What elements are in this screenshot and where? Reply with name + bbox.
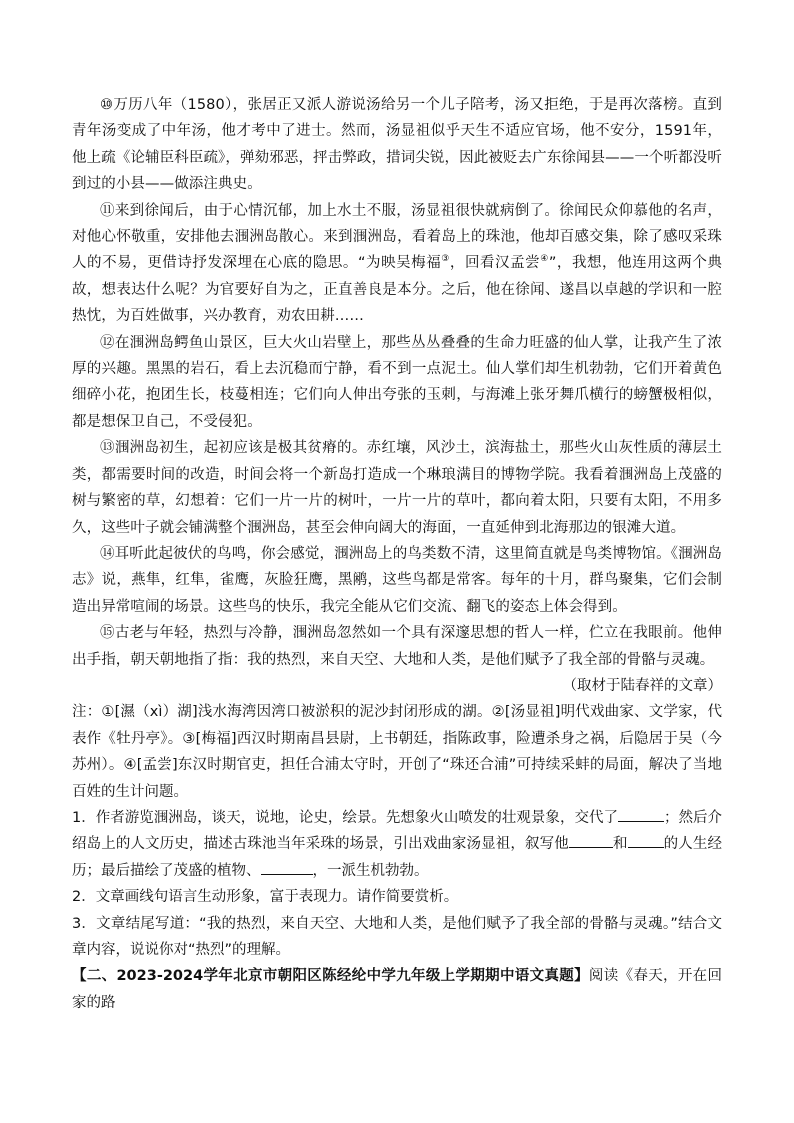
paragraph-14: ⑭耳听此起彼伏的鸟鸣，你会感觉，涠洲岛上的鸟类数不清，这里简直就是鸟类博物馆。《涠洲岛志》说，燕隼，红隼，雀鹰，灰脸狂鹰，黑鹇，这些鸟都是常客。每年的十月，群鸟聚集，它们会制造出异常喧闹的场景。这些鸟的快乐，我完全能从它们交流、翻飞的姿态上体会得到。 [72,545,722,615]
paragraph-11-part-a: ⑪来到徐闻后，由于心情沉郁，加上水土不服，汤显祖很快就病倒了。徐闻民众仰慕他的名声，对他心怀敬重，安排他去涠洲岛散心。来到涠洲岛，看着岛上的珠池，他却百感交集，除了感叹采珠人的不易，更借诗抒发深埋在心底的隐思。“为映吴梅福 [72,202,722,272]
paragraph-15 [72,620,722,673]
next-section-heading [72,963,722,1016]
question-1-part-c: 和 [612,836,628,853]
annotation-notes: 注：①[濕（xì）湖]浅水海湾因湾口被淤积的泥沙封闭形成的湖。②[汤显祖]明代戏曲家、文学家，代表作《牡丹亭》。③[梅福]西汉时期南昌县尉，上书朝廷，指陈政事，险遭杀身之祸，后隐居于吴（今苏州）。④[孟尝]东汉时期官吏，担任合浦太守时，开创了“珠还合浦”可持续采蚌的局面，解决了当地百姓的生计问题。 [72,704,722,800]
paragraph-13: ⑬涠洲岛初生，起初应该是极其贫瘠的。赤红壤，风沙土，滨海盐土，那些火山灰性质的薄层土类，都需要时间的改造，时间会将一个新岛打造成一个琳琅满目的博物学院。我看着涠洲岛上茂盛的树与繁密的草，幻想着：它们一片一片的树叶，一片一片的草叶，都向着太阳，只要有太阳，不用多久，这些叶子就会铺满整个涠洲岛，甚至会伸向阔大的海面，一直延伸到北海那边的银滩大道。 [72,440,722,536]
paragraph-11 [72,198,722,330]
paragraph-15-part-a: ⑮古老与年轻，热烈与冷静，涠洲岛忽然如一个具有深邃思想的哲人一样，伫立在我眼前。他伸出手指，朝天朝地指了指： [72,625,722,668]
article-source: （取材于陆春祥的文章） [562,677,722,694]
question-2: 2．文章画线句语言生动形象，富于表现力。请作简要赏析。 [72,889,459,906]
next-section-title: 【二、2023-2024学年北京市朝阳区陈经纶中学九年级上学期期中语文真题】 [72,968,589,985]
paragraph-11-part-b: ，回看汉孟尝 [449,255,541,272]
answer-blank-2[interactable] [569,831,613,848]
next-section-intro: 阅读《春天，开在回家的路 [72,968,723,1011]
question-3: 3．文章结尾写道：“我的热烈，来自天空、大地和人类，是他们赋予了我全部的骨骼与灵魂。”结合文章内容，说说你对“热烈”的理解。 [72,915,722,958]
question-1-part-e: ，一派生机勃勃。 [312,862,429,879]
footnote-marker-3: ③ [441,254,450,265]
paragraph-11-part-c: ”，我想，他连用这两个典故，想表达什么呢？为官要好自为之，正直善良是本分。之后，他在徐闻、遂昌以卓越的学识和一腔热忱，为百姓做事，兴办教育，劝农田耕…… [72,255,723,325]
answer-blank-3[interactable] [628,831,664,848]
paragraph-15-part-b: 我的热烈，来自天空、大地和人类，是他们赋予了我全部的骨骼与灵魂。 [247,651,715,668]
answer-blank-1[interactable] [618,805,664,822]
answer-blank-4[interactable] [261,858,313,875]
paragraph-10: ⑩万历八年（1580），张居正又派人游说汤给另一个儿子陪考，汤又拒绝，于是再次落榜。直到青年汤变成了中年汤，他才考中了进士。然而，汤显祖似乎天生不适应官场，他不安分，1591年，他上疏《论辅臣科臣疏》，弹劾邪恶，抨击弊政，措词尖锐，因此被贬去广东徐闻县——一个听都没听到过的小县——做添注典史。 [72,97,722,193]
footnote-marker-4: ④ [540,254,549,265]
document-page [72,92,722,1016]
question-1-part-d: 的人生经历；最后描绘了茂盛的植物、 [72,836,723,879]
question-1-part-a: 1．作者游览涠洲岛，谈天，说地，论史，绘景。先想象火山喷发的壮观景象，交代了 [72,809,618,826]
question-1-part-b: ；然后介绍岛上的人文历史，描述古珠池当年采珠的场景，引出戏曲家汤显祖，叙写他 [72,809,722,853]
paragraph-12: ⑫在涠洲岛鳄鱼山景区，巨大火山岩壁上，那些丛丛叠叠的生命力旺盛的仙人掌，让我产生了浓厚的兴趣。黑黑的岩石，看上去沉稳而宁静，看不到一点泥土。仙人掌们却生机勃勃，它们开着黄色细碎小花，抱团生长，枝蔓相连；它们向人伸出夸张的玉刺，与海滩上张牙舞爪横行的螃蟹极相似，都是想保卫自己，不受侵犯。 [72,334,722,430]
question-1 [72,805,722,884]
